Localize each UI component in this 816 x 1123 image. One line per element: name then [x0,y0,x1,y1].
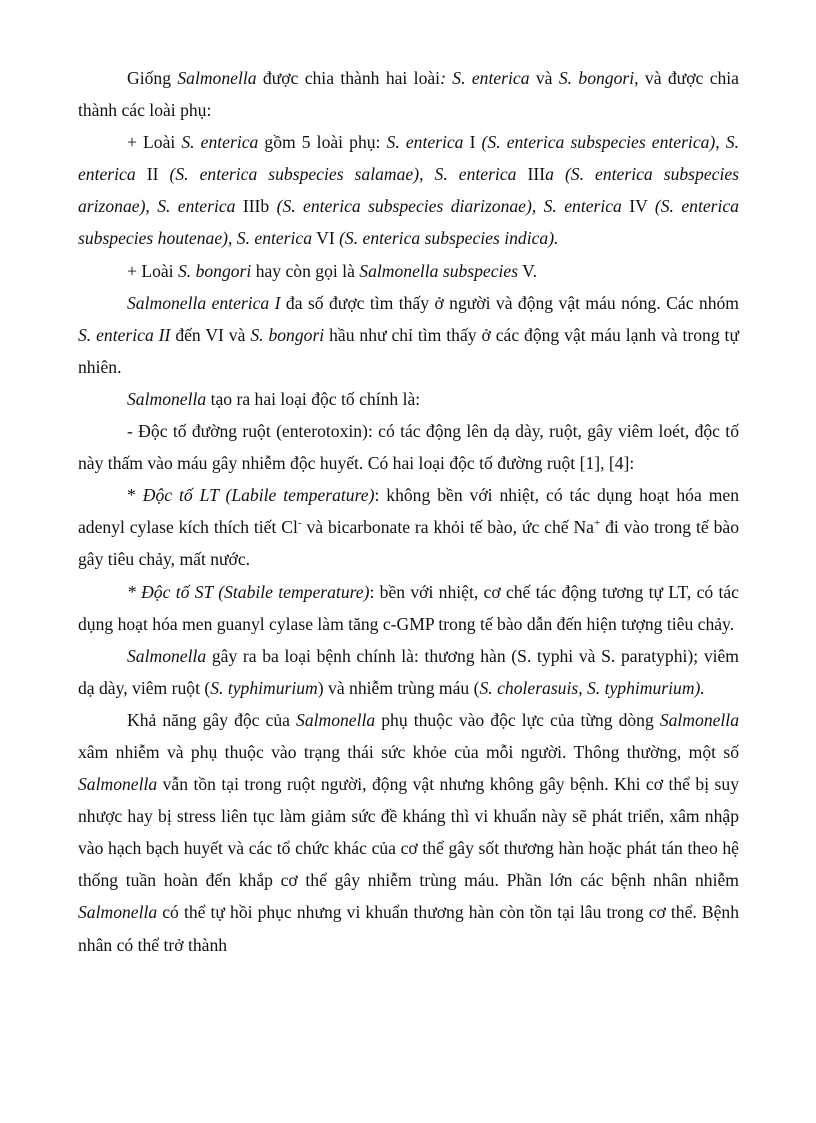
text-run: VI [312,228,340,249]
text-run: : bền với nhiệt, cơ chế tác động tương tự LT, có tác dụng hoạt hóa men guanyl cylase làm tăng c-GMP trong tế bào dẫn đến hiện tượng tiêu chảy. [78,581,739,634]
text-run: hầu như chỉ tìm thấy ở các động vật máu lạnh và trong tự nhiên. [78,324,739,377]
text-run: hay còn gọi là [251,260,360,281]
text-run: - Độc tố đường ruột (enterotoxin): có tác động lên dạ dày, ruột, gây viêm loét, độc tố này thấm vào máu gây nhiễm độc huyết. Có hai loại độc tố đường ruột [1], [4]: [78,421,739,474]
italic-text-run: S. enterica [386,132,464,153]
superscript-run: + [593,517,601,530]
italic-text-run: S. cholerasuis, S. typhimurium). [479,677,705,698]
text-run: xâm nhiễm và phụ thuộc vào trạng thái sức khỏe của mỗi người. Thông thường, một số [78,741,739,762]
italic-text-run: a [545,164,554,185]
text-run: và được chia thành các loài phụ: [78,68,739,121]
italic-text-run: : S. enterica [440,68,530,88]
text-run: Giống [127,68,178,88]
text-run: tạo ra hai loại độc tố chính là: [206,388,421,409]
italic-text-run: * Độc tố ST (Stabile temperature) [127,581,370,602]
text-run: đa số được tìm thấy ở người và động vật máu nóng. Các nhóm [280,292,739,313]
document-page [78,62,739,961]
italic-text-run: (S. enterica subspecies houtenae), S. enterica [78,196,739,249]
italic-text-run: Độc tố LT (Labile temperature) [142,485,375,506]
italic-text-run: S. bongori, [558,68,639,88]
italic-text-run: (S. enterica subspecies enterica), S. enterica [78,132,739,185]
italic-text-run: S. bongori [250,324,325,345]
italic-text-run: Salmonella [296,709,376,730]
text-run: : không bền với nhiệt, có tác dụng hoạt hóa men adenyl cylase kích thích tiết Cl [78,485,740,538]
italic-text-run: S. enterica II [78,324,171,345]
paragraph-host-distribution [78,287,739,383]
text-run: I [463,132,482,153]
italic-text-run: (S. enterica subspecies indica). [339,228,559,249]
paragraph-bongori [78,255,739,287]
text-run [554,164,565,184]
italic-text-run: Salmonella [659,709,739,730]
italic-text-run: S. enterica [181,132,259,153]
italic-text-run: Salmonella [177,68,257,88]
italic-text-run: (S. enterica subspecies arizonae), S. enterica [78,164,739,217]
text-run: IV [621,196,655,217]
italic-text-run: S. bongori [177,260,252,281]
italic-text-run: Salmonella [78,902,158,923]
italic-text-run: Salmonella enterica I [127,292,281,313]
text-run: II [135,164,170,185]
text-run: đến VI và [170,324,251,345]
paragraph-diseases [78,640,739,704]
paragraph-genus-division [78,62,739,126]
text-run: và [529,68,559,88]
text-run: đi vào trong tế bào gây tiêu chảy, mất nước. [78,517,739,570]
text-run: và bicarbonate ra khỏi tế bào, ức chế Na [301,517,594,538]
italic-text-run: (S. enterica subspecies diarizonae), S. enterica [276,196,622,217]
italic-text-run: S. typhimurium [210,677,318,698]
paragraph-lt-toxin [78,479,739,575]
text-run: có thể tự hồi phục nhưng vi khuẩn thương hàn còn tồn tại lâu trong cơ thể. Bệnh nhân có thể trở thành [78,902,739,955]
text-run: gây ra ba loại bệnh chính là: thương hàn (S. typhi và S. paratyphi); viêm dạ dày, viêm ruột ( [78,645,739,698]
italic-text-run: Salmonella subspecies [359,260,519,281]
text-run: vẫn tồn tại trong ruột người, động vật nhưng không gây bệnh. Khi cơ thể bị suy nhược hay bị stress liên tục làm giảm sức đề kháng thì vi khuẩn này sẽ phát triển, xâm nhập vào hạch bạch huyết và các tổ chức khác của cơ thể gây sốt thương hàn hoặc phát tán theo hệ thống tuần hoàn đến khắp cơ thể gây nhiễm trùng máu. Phần lớn các bệnh nhân nhiễm [78,774,739,891]
italic-text-run: Salmonella [127,645,207,666]
text-run: + Loài [127,132,182,153]
italic-text-run: Salmonella [127,388,207,409]
text-run: + Loài [127,260,178,281]
text-run: được chia thành hai loài [256,68,441,88]
paragraph-enterica-subspecies [78,126,739,254]
text-run: IIIb [235,196,277,217]
text-run: phụ thuộc vào độc lực của từng dòng [375,709,660,730]
italic-text-run: (S. enterica subspecies salamae), S. enterica [169,164,517,185]
text-run: * [127,485,143,506]
text-run: III [516,164,546,185]
text-run: gồm 5 loài phụ: [258,132,387,153]
text-run: ) và nhiễm trùng máu ( [317,677,480,698]
paragraph-st-toxin [78,576,739,640]
paragraph-toxin-intro [78,383,739,415]
italic-text-run: Salmonella [78,774,158,795]
paragraph-virulence [78,704,739,961]
text-run: Khả năng gây độc của [127,709,297,730]
paragraph-enterotoxin [78,415,739,479]
text-run: V. [518,260,538,281]
superscript-run: - [297,517,302,530]
